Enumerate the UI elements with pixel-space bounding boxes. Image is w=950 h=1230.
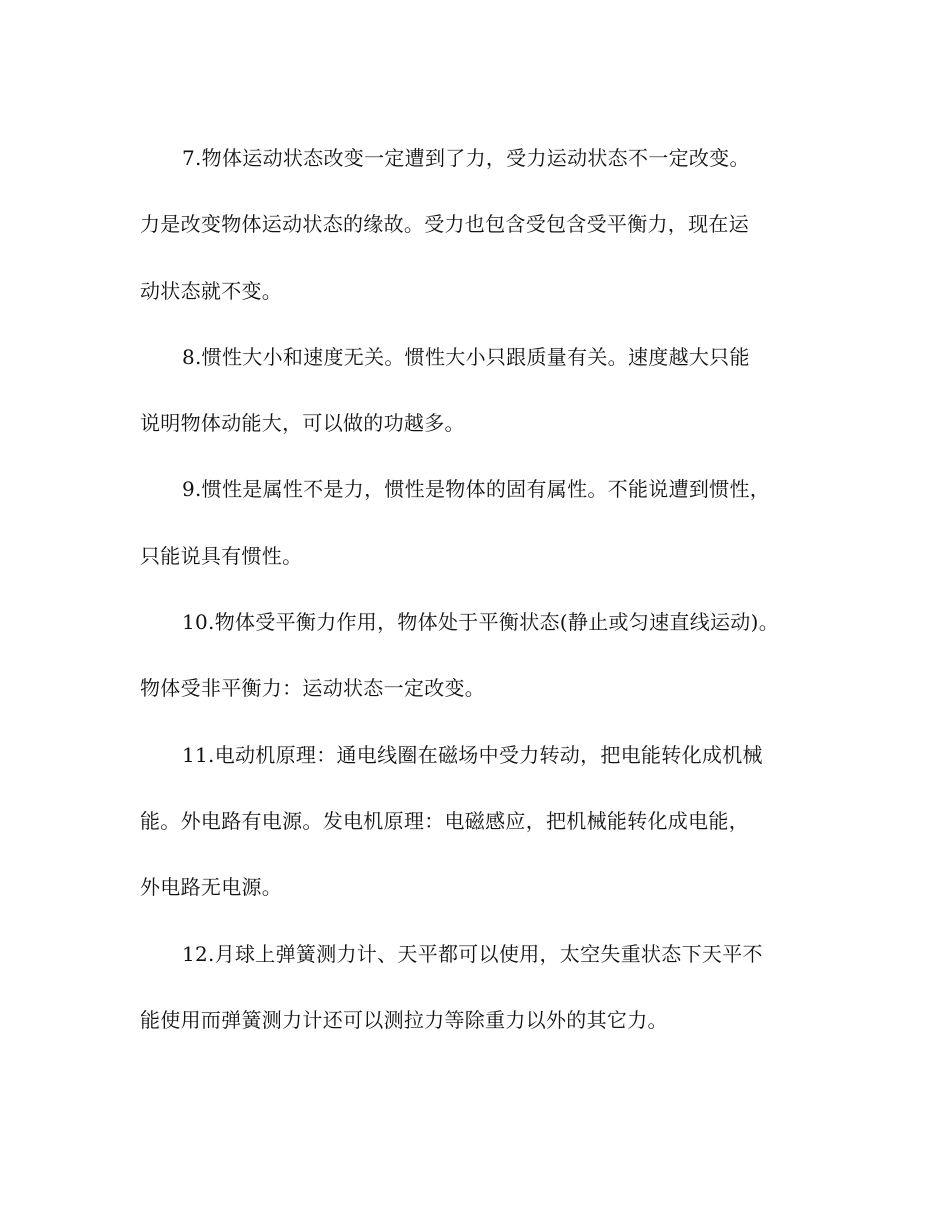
paragraph-10-line-1: 10.物体受平衡力作用，物体处于平衡状态(静止或匀速直线运动)。	[182, 610, 780, 635]
paragraph-12-line-1: 12.月球上弹簧测力计、天平都可以使用，太空失重状态下天平不	[182, 941, 763, 966]
paragraph-7-line-1: 7.物体运动状态改变一定遭到了力，受力运动状态不一定改变。	[182, 146, 750, 170]
paragraph-7-line-3: 动状态就不变。	[140, 278, 283, 303]
paragraph-9-line-1: 9.惯性是属性不是力，惯性是物体的固有属性。不能说遭到惯性，	[182, 477, 771, 502]
paragraph-12-line-2: 能使用而弹簧测力计还可以测拉力等除重力以外的其它力。	[140, 1007, 668, 1032]
paragraph-9-line-2: 只能说具有惯性。	[140, 543, 303, 568]
paragraph-11-line-1: 11.电动机原理：通电线圈在磁场中受力转动，把电能转化成机械	[182, 742, 763, 767]
paragraph-8-line-1: 8.惯性大小和速度无关。惯性大小只跟质量有关。速度越大只能	[182, 344, 750, 369]
paragraph-10-line-2: 物体受非平衡力：运动状态一定改变。	[140, 676, 486, 701]
paragraph-11-line-2: 能。外电路有电源。发电机原理：电磁感应，把机械能转化成电能，	[140, 808, 749, 833]
paragraph-7-line-2: 力是改变物体运动状态的缘故。受力也包含受包含受平衡力，现在运	[140, 212, 749, 237]
document-body	[140, 138, 820, 1066]
paragraph-8-line-2: 说明物体动能大，可以做的功越多。	[140, 411, 465, 436]
paragraph-11-line-3: 外电路无电源。	[140, 875, 283, 900]
